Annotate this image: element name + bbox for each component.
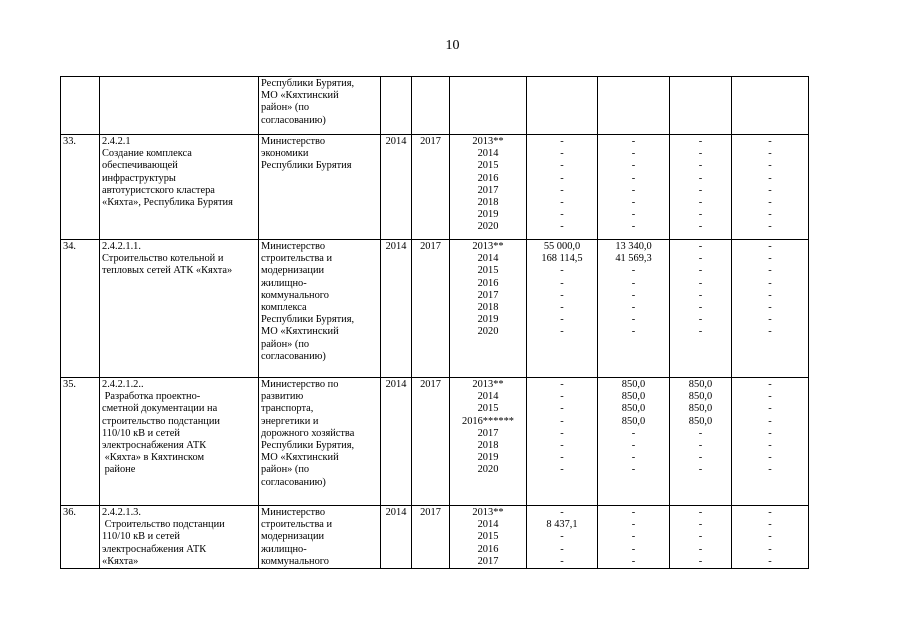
table-body bbox=[61, 77, 809, 569]
funding-column-4-line: - bbox=[768, 519, 772, 531]
funding-column-1-line: - bbox=[560, 209, 564, 221]
funding-column-2-line: - bbox=[631, 209, 636, 221]
funding-column-4-line: - bbox=[768, 543, 772, 555]
executor-line: Министерство bbox=[261, 136, 326, 147]
executor-line: коммунального bbox=[261, 289, 330, 301]
funding-years-line: 2013** bbox=[472, 379, 504, 390]
funding-years-line: 2020 bbox=[477, 221, 499, 233]
funding-column-1-line: - bbox=[560, 196, 564, 208]
executor-line: дорожного хозяйства bbox=[261, 427, 355, 439]
funding-column-1-line: - bbox=[560, 148, 564, 160]
funding-column-2-line: 850,0 bbox=[621, 403, 646, 415]
funding-column-1-line: - bbox=[560, 415, 564, 427]
funding-column-2-line: - bbox=[631, 439, 636, 451]
funding-column-1-line: - bbox=[560, 301, 564, 313]
executor-line: Республики Бурятия, bbox=[261, 439, 355, 451]
funding-column-2-line: - bbox=[631, 507, 636, 518]
funding-column-2-line: 850,0 bbox=[621, 415, 646, 427]
funding-column-3-line: - bbox=[698, 519, 703, 531]
funding-years-line: 2014 bbox=[477, 253, 499, 265]
funding-column-1-line: - bbox=[560, 427, 564, 439]
activity-title-cell bbox=[100, 240, 259, 378]
executor-line: жилищно- bbox=[261, 543, 307, 555]
funding-column-2-line: - bbox=[631, 531, 636, 543]
funding-column-2-line: - bbox=[631, 136, 636, 147]
funding-years-line: 2017 bbox=[477, 184, 499, 196]
program-table bbox=[60, 76, 809, 569]
funding-column-2-cell bbox=[598, 240, 670, 378]
funding-column-4-line: - bbox=[768, 184, 772, 196]
executor-line: район» (по bbox=[261, 464, 310, 476]
funding-years-cell bbox=[450, 135, 527, 240]
funding-years-line: 2018 bbox=[477, 196, 499, 208]
executor-cell bbox=[259, 506, 381, 569]
funding-column-2-line: - bbox=[631, 427, 636, 439]
executor-cell bbox=[259, 240, 381, 378]
funding-column-3-line: - bbox=[698, 427, 703, 439]
funding-years-line: 2016 bbox=[477, 543, 499, 555]
funding-column-2-line: 850,0 bbox=[621, 391, 646, 403]
funding-years-line: 2018 bbox=[477, 301, 499, 313]
funding-column-4-cell bbox=[732, 378, 809, 506]
funding-column-1-cell bbox=[527, 378, 598, 506]
funding-years-line: 2017 bbox=[477, 427, 499, 439]
table-row bbox=[61, 240, 809, 378]
funding-years-line: 2017 bbox=[477, 289, 499, 301]
funding-column-3-line: - bbox=[698, 464, 703, 476]
executor-line: жилищно- bbox=[261, 277, 307, 289]
activity-title-cell bbox=[100, 77, 259, 135]
activity-title-line: строительство подстанции bbox=[102, 415, 220, 427]
end-year-cell bbox=[412, 240, 450, 378]
executor-line: Республики Бурятия bbox=[261, 160, 352, 172]
activity-title-line: Разработка проектно- bbox=[102, 391, 201, 403]
executor-line: строительства и bbox=[261, 519, 332, 531]
funding-column-2-line: - bbox=[631, 184, 636, 196]
activity-title-line: 110/10 кВ и сетей bbox=[102, 531, 180, 543]
funding-column-3-line: - bbox=[698, 289, 703, 301]
funding-column-2-line: 41 569,3 bbox=[615, 253, 652, 265]
funding-column-4-line: - bbox=[768, 241, 772, 252]
funding-column-2-cell bbox=[598, 77, 670, 135]
funding-column-4-line: - bbox=[768, 209, 772, 221]
funding-column-1-line: - bbox=[560, 379, 564, 390]
funding-column-2-line: - bbox=[631, 452, 636, 464]
activity-title-line: 2.4.2.1.3. bbox=[102, 507, 141, 518]
funding-column-1-line: - bbox=[560, 452, 564, 464]
funding-column-2-line: - bbox=[631, 301, 636, 313]
executor-line: Министерство bbox=[261, 507, 326, 518]
funding-years-line: 2014 bbox=[477, 391, 499, 403]
end-year: 2017 bbox=[420, 379, 441, 390]
start-year: 2014 bbox=[385, 241, 407, 252]
funding-years-line: 2019 bbox=[477, 209, 499, 221]
funding-column-4-line: - bbox=[768, 289, 772, 301]
activity-title-line: Строительство подстанции bbox=[102, 519, 225, 531]
executor-line: Министерство по bbox=[261, 379, 339, 390]
executor-cell bbox=[259, 77, 381, 135]
funding-years-line: 2017 bbox=[477, 555, 499, 567]
funding-column-2-line: - bbox=[631, 464, 636, 476]
funding-column-1-line: - bbox=[560, 265, 564, 277]
funding-years-line: 2018 bbox=[477, 439, 499, 451]
end-year: 2017 bbox=[420, 507, 441, 518]
funding-column-4-cell bbox=[732, 77, 809, 135]
row-number-cell bbox=[61, 240, 100, 378]
funding-column-1-line: - bbox=[560, 391, 564, 403]
funding-years-line: 2015 bbox=[477, 403, 499, 415]
funding-column-4-line: - bbox=[768, 253, 772, 265]
funding-column-3-line: 850,0 bbox=[688, 415, 713, 427]
funding-column-1-cell bbox=[527, 506, 598, 569]
executor-line: экономики bbox=[261, 148, 309, 160]
executor-line: Республики Бурятия, bbox=[261, 78, 355, 89]
activity-title-line: 110/10 кВ и сетей bbox=[102, 427, 180, 439]
funding-column-1-line: - bbox=[560, 507, 564, 518]
funding-years-cell bbox=[450, 240, 527, 378]
executor-line: модернизации bbox=[261, 531, 325, 543]
start-year-cell bbox=[381, 77, 412, 135]
end-year-cell bbox=[412, 135, 450, 240]
funding-column-3-line: - bbox=[698, 531, 703, 543]
funding-years-line: 2019 bbox=[477, 314, 499, 326]
funding-column-1-line: 55 000,0 bbox=[543, 241, 581, 252]
funding-years-line: 2013** bbox=[472, 507, 504, 518]
funding-years-line: 2015 bbox=[477, 265, 499, 277]
funding-column-2-line: - bbox=[631, 555, 636, 567]
funding-column-2-line: - bbox=[631, 148, 636, 160]
funding-years-line: 2020 bbox=[477, 464, 499, 476]
funding-column-1-line: 8 437,1 bbox=[546, 519, 578, 531]
funding-column-3-cell bbox=[670, 506, 732, 569]
funding-column-4-line: - bbox=[768, 427, 772, 439]
funding-column-3-line: - bbox=[698, 277, 703, 289]
funding-column-4-line: - bbox=[768, 403, 772, 415]
activity-title-line: 2.4.2.1.2.. bbox=[102, 379, 144, 390]
end-year: 2017 bbox=[420, 241, 441, 252]
funding-column-4-line: - bbox=[768, 439, 772, 451]
funding-column-4-line: - bbox=[768, 415, 772, 427]
activity-title-line: автотуристского кластера bbox=[102, 184, 215, 196]
funding-column-2-cell bbox=[598, 135, 670, 240]
executor-line: МО «Кяхтинский bbox=[261, 452, 339, 464]
row-number-cell bbox=[61, 506, 100, 569]
executor-line: МО «Кяхтинский bbox=[261, 90, 339, 102]
executor-line: развитию bbox=[261, 391, 304, 403]
funding-column-3-line: - bbox=[698, 241, 703, 252]
start-year: 2014 bbox=[385, 136, 407, 147]
executor-line: согласованию) bbox=[261, 114, 326, 126]
funding-years-line: 2014 bbox=[477, 148, 499, 160]
funding-years-line: 2019 bbox=[477, 452, 499, 464]
funding-column-3-line: - bbox=[698, 172, 703, 184]
executor-line: комплекса bbox=[261, 301, 307, 313]
table-row bbox=[61, 378, 809, 506]
funding-column-4-line: - bbox=[768, 326, 772, 338]
funding-column-2-line: - bbox=[631, 289, 636, 301]
funding-column-4-cell bbox=[732, 506, 809, 569]
funding-column-1-line: - bbox=[560, 326, 564, 338]
funding-column-1-line: - bbox=[560, 172, 564, 184]
funding-column-4-line: - bbox=[768, 507, 772, 518]
row-number-cell bbox=[61, 77, 100, 135]
funding-column-4-line: - bbox=[768, 531, 772, 543]
funding-column-2-line: 13 340,0 bbox=[615, 241, 652, 252]
table-row bbox=[61, 77, 809, 135]
funding-column-4-cell bbox=[732, 240, 809, 378]
funding-column-2-line: - bbox=[631, 221, 636, 233]
activity-title-line: 2.4.2.1 bbox=[102, 136, 131, 147]
funding-column-2-line: - bbox=[631, 160, 636, 172]
funding-column-2-line: - bbox=[631, 265, 636, 277]
funding-column-3-line: - bbox=[698, 555, 703, 567]
funding-column-4-line: - bbox=[768, 221, 772, 233]
funding-column-4-line: - bbox=[768, 301, 772, 313]
executor-line: район» (по bbox=[261, 338, 310, 350]
funding-column-4-line: - bbox=[768, 148, 772, 160]
funding-column-3-line: - bbox=[698, 452, 703, 464]
funding-column-3-line: - bbox=[698, 265, 703, 277]
funding-column-3-line: - bbox=[698, 196, 703, 208]
funding-column-4-line: - bbox=[768, 277, 772, 289]
executor-line: согласованию) bbox=[261, 350, 326, 362]
executor-line: район» (по bbox=[261, 102, 310, 114]
funding-column-2-cell bbox=[598, 506, 670, 569]
start-year-cell bbox=[381, 506, 412, 569]
funding-column-3-line: - bbox=[698, 209, 703, 221]
funding-column-3-line: 850,0 bbox=[688, 391, 713, 403]
executor-line: строительства и bbox=[261, 253, 332, 265]
funding-column-3-line: 850,0 bbox=[688, 379, 713, 390]
funding-years-line: 2016 bbox=[477, 172, 499, 184]
funding-column-3-cell bbox=[670, 77, 732, 135]
end-year-cell bbox=[412, 378, 450, 506]
funding-years-line: 2016 bbox=[477, 277, 499, 289]
activity-title-line: «Кяхта», Республика Бурятия bbox=[102, 196, 233, 208]
funding-column-1-line: - bbox=[560, 555, 564, 567]
funding-column-4-line: - bbox=[768, 452, 772, 464]
funding-column-1-line: - bbox=[560, 531, 564, 543]
funding-column-3-line: - bbox=[698, 543, 703, 555]
funding-column-3-line: - bbox=[698, 136, 703, 147]
funding-years-line: 2016****** bbox=[462, 415, 514, 427]
funding-column-3-cell bbox=[670, 240, 732, 378]
funding-column-4-line: - bbox=[768, 172, 772, 184]
funding-column-1-cell bbox=[527, 135, 598, 240]
activity-title-line: сметной документации на bbox=[102, 403, 218, 415]
executor-line: транспорта, bbox=[261, 403, 314, 415]
activity-title-line: «Кяхта» bbox=[102, 555, 139, 567]
end-year-cell bbox=[412, 77, 450, 135]
executor-line: коммунального bbox=[261, 555, 330, 567]
funding-column-1-line: 168 114,5 bbox=[541, 253, 583, 265]
row-number-cell bbox=[61, 378, 100, 506]
page-number: 10 bbox=[445, 38, 460, 53]
executor-line: согласованию) bbox=[261, 476, 326, 488]
executor-line: модернизации bbox=[261, 265, 325, 277]
activity-title-line: тепловых сетей АТК «Кяхта» bbox=[102, 265, 233, 277]
activity-title-line: «Кяхта» в Кяхтинском bbox=[102, 452, 205, 464]
funding-column-1-line: - bbox=[560, 184, 564, 196]
funding-column-4-line: - bbox=[768, 265, 772, 277]
funding-column-2-line: - bbox=[631, 519, 636, 531]
funding-column-3-line: - bbox=[698, 221, 703, 233]
activity-title-line: электроснабжения АТК bbox=[102, 439, 207, 451]
funding-column-1-line: - bbox=[560, 136, 564, 147]
executor-line: МО «Кяхтинский bbox=[261, 326, 339, 338]
funding-column-3-line: 850,0 bbox=[688, 403, 713, 415]
funding-column-4-line: - bbox=[768, 391, 772, 403]
table-row bbox=[61, 135, 809, 240]
row-number: 36. bbox=[63, 507, 76, 518]
activity-title-line: Создание комплекса bbox=[102, 148, 192, 160]
end-year-cell bbox=[412, 506, 450, 569]
end-year: 2017 bbox=[420, 136, 441, 147]
funding-column-2-line: - bbox=[631, 543, 636, 555]
funding-column-1-line: - bbox=[560, 160, 564, 172]
activity-title-line: электроснабжения АТК bbox=[102, 543, 207, 555]
start-year-cell bbox=[381, 135, 412, 240]
funding-column-3-cell bbox=[670, 378, 732, 506]
activity-title-cell bbox=[100, 506, 259, 569]
funding-column-1-line: - bbox=[560, 289, 564, 301]
funding-column-1-line: - bbox=[560, 277, 564, 289]
activity-title-line: 2.4.2.1.1. bbox=[102, 241, 141, 252]
funding-column-3-line: - bbox=[698, 148, 703, 160]
activity-title-line: инфраструктуры bbox=[102, 172, 176, 184]
funding-column-2-line: - bbox=[631, 196, 636, 208]
funding-column-3-cell bbox=[670, 135, 732, 240]
funding-column-3-line: - bbox=[698, 314, 703, 326]
funding-column-1-line: - bbox=[560, 403, 564, 415]
funding-years-cell bbox=[450, 378, 527, 506]
row-number: 33. bbox=[63, 136, 76, 147]
funding-column-1-line: - bbox=[560, 314, 564, 326]
funding-years-line: 2014 bbox=[477, 519, 499, 531]
executor-line: Республики Бурятия, bbox=[261, 314, 355, 326]
funding-years-line: 2020 bbox=[477, 326, 499, 338]
funding-years-line: 2013** bbox=[472, 241, 504, 252]
funding-column-2-line: - bbox=[631, 172, 636, 184]
start-year: 2014 bbox=[385, 507, 407, 518]
funding-column-1-cell bbox=[527, 240, 598, 378]
activity-title-line: районе bbox=[102, 464, 136, 476]
start-year-cell bbox=[381, 240, 412, 378]
funding-column-3-line: - bbox=[698, 326, 703, 338]
funding-column-4-line: - bbox=[768, 136, 772, 147]
activity-title-line: Строительство котельной и bbox=[102, 253, 224, 265]
funding-column-1-line: - bbox=[560, 439, 564, 451]
funding-column-4-line: - bbox=[768, 555, 772, 567]
funding-years-line: 2015 bbox=[477, 160, 499, 172]
funding-column-4-line: - bbox=[768, 196, 772, 208]
funding-column-4-line: - bbox=[768, 379, 772, 390]
funding-column-3-line: - bbox=[698, 507, 703, 518]
funding-years-cell bbox=[450, 77, 527, 135]
funding-column-1-cell bbox=[527, 77, 598, 135]
funding-column-3-line: - bbox=[698, 439, 703, 451]
funding-column-2-line: 850,0 bbox=[621, 379, 646, 390]
funding-column-2-cell bbox=[598, 378, 670, 506]
funding-column-4-line: - bbox=[768, 464, 772, 476]
funding-column-1-line: - bbox=[560, 543, 564, 555]
funding-years-cell bbox=[450, 506, 527, 569]
funding-column-4-line: - bbox=[768, 160, 772, 172]
executor-cell bbox=[259, 135, 381, 240]
funding-column-3-line: - bbox=[698, 160, 703, 172]
funding-column-2-line: - bbox=[631, 326, 636, 338]
start-year-cell bbox=[381, 378, 412, 506]
funding-column-4-line: - bbox=[768, 314, 772, 326]
funding-years-line: 2015 bbox=[477, 531, 499, 543]
activity-title-cell bbox=[100, 378, 259, 506]
funding-column-4-cell bbox=[732, 135, 809, 240]
funding-years-line: 2013** bbox=[472, 136, 504, 147]
row-number: 35. bbox=[63, 379, 76, 390]
funding-column-1-line: - bbox=[560, 464, 564, 476]
funding-column-1-line: - bbox=[560, 221, 564, 233]
funding-column-3-line: - bbox=[698, 184, 703, 196]
funding-column-2-line: - bbox=[631, 314, 636, 326]
activity-title-line: обеспечивающей bbox=[102, 160, 178, 172]
table-row bbox=[61, 506, 809, 569]
executor-line: Министерство bbox=[261, 241, 326, 252]
funding-column-3-line: - bbox=[698, 301, 703, 313]
funding-column-3-line: - bbox=[698, 253, 703, 265]
activity-title-cell bbox=[100, 135, 259, 240]
executor-cell bbox=[259, 378, 381, 506]
funding-column-2-line: - bbox=[631, 277, 636, 289]
row-number: 34. bbox=[63, 241, 76, 252]
start-year: 2014 bbox=[385, 379, 407, 390]
executor-line: энергетики и bbox=[261, 415, 319, 427]
row-number-cell bbox=[61, 135, 100, 240]
